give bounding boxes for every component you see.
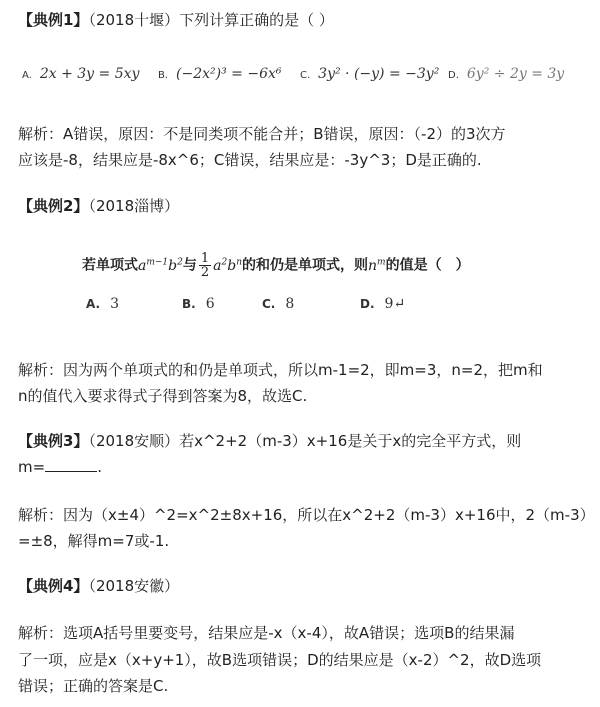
example3-question-line1: （2018安顺）若x^2+2（m-3）x+16是关于x的完全平方式，则 <box>88 432 522 450</box>
example1-analysis-line2: 应该是-8，结果应是-8x^6；C错误，结果应是：-3y^3；D是正确的. <box>18 151 482 169</box>
example2-option-a: A. 3 <box>86 296 119 312</box>
example4-analysis-line3: 错误；正确的答案是C. <box>18 677 169 695</box>
example1-header <box>18 10 334 30</box>
example4-analysis-line1: 解析：选项A括号里要变号，结果应是-x（x-4），故A错误；选项B的结果漏 <box>18 624 515 642</box>
example4-analysis-line2: 了一项，应是x（x+y+1），故B选项错误；D的结果应是（x-2）^2，故D选项 <box>18 651 542 669</box>
fraction-one-half: $\frac{1}{2}$ <box>200 251 210 280</box>
example1-option-b: B. (−2x²)³ = −6x⁶ <box>158 66 282 82</box>
example1-option-a: A. 2x + 3y = 5xy <box>22 66 140 82</box>
example1-source: （2018十堰）下列计算正确的是（ ） <box>88 11 334 29</box>
example1-analysis-line1: 解析：A错误，原因：不是同类项不能合并；B错误，原因：（-2）的3次方 <box>18 125 506 143</box>
answer-blank <box>45 457 97 472</box>
example2-option-d: D. 9↵ <box>360 296 406 312</box>
example4-source: （2018安徽） <box>88 577 180 595</box>
example1-option-d: D. 6y² ÷ 2y = 3y <box>448 66 565 82</box>
example2-question: 若单项式$a^{m-1}b^2$与 $\frac{1}{2}$ $a^2b^n$的和仍是单项式，则$n^m$的值是（ ） <box>82 251 470 280</box>
example1-label: 【典例1】 <box>18 11 89 29</box>
example2-analysis-line1: 解析：因为两个单项式的和仍是单项式，所以m-1=2，即m=3，n=2，把m和 <box>18 361 543 379</box>
example4-label: 【典例4】 <box>18 577 89 595</box>
example3-label: 【典例3】 <box>18 432 89 450</box>
example2-analysis-line2: n的值代入要求得式子得到答案为8，故选C. <box>18 387 308 405</box>
example2-header <box>18 196 179 216</box>
example2-label: 【典例2】 <box>18 197 89 215</box>
example4-header <box>18 576 179 596</box>
example3-question-line2: m= . <box>18 458 102 476</box>
example3-header <box>18 431 521 451</box>
example2-source: （2018淄博） <box>88 197 180 215</box>
example1-option-c: C. 3y² · (−y) = −3y² <box>300 66 440 82</box>
example3-analysis-line1: 解析：因为（x±4）^2=x^2±8x+16，所以在x^2+2（m-3）x+16中，2（m-3） <box>18 506 595 524</box>
example2-option-c: C. 8 <box>262 296 295 312</box>
example2-option-b: B. 6 <box>182 296 215 312</box>
example3-analysis-line2: =±8，解得m=7或-1. <box>18 532 170 550</box>
